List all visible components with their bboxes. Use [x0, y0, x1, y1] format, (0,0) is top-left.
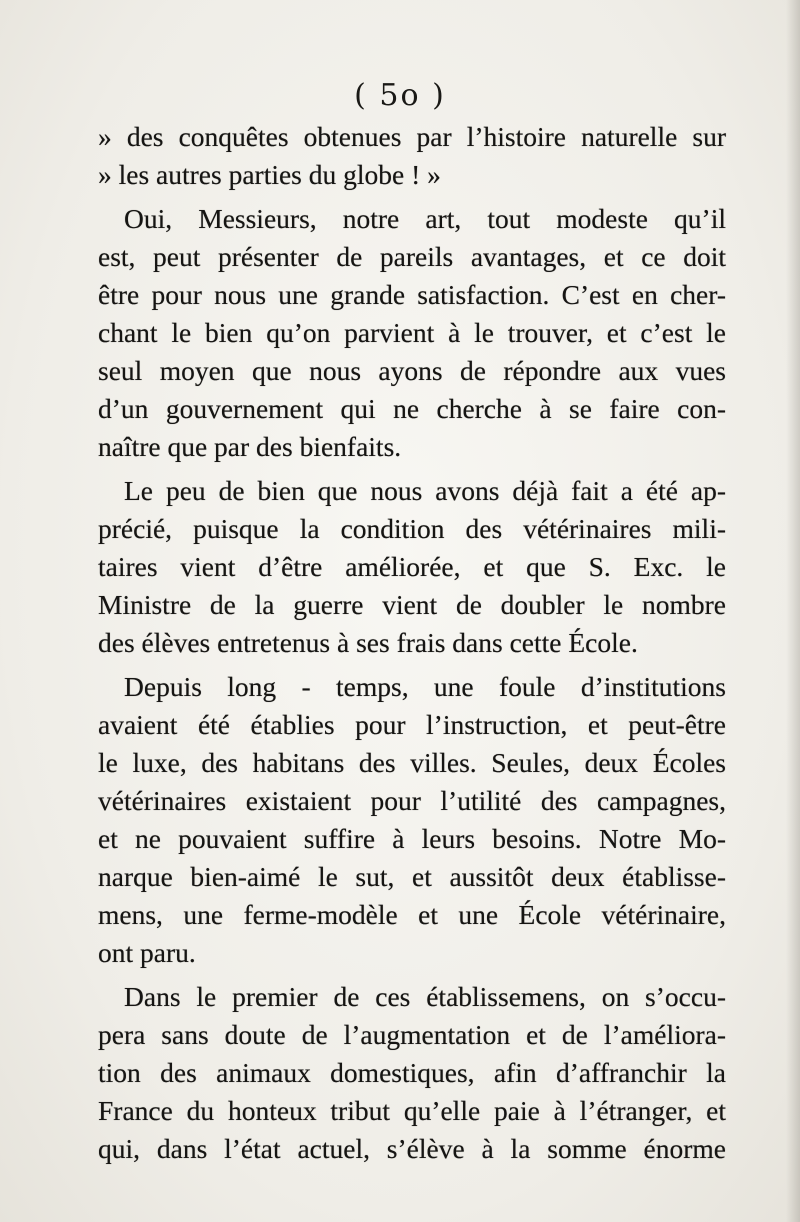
text-line: et ne pouvaient suffire à leurs besoins. Notre Mo-: [98, 823, 726, 854]
text-line: est, peut présenter de pareils avantages, et ce doit: [98, 241, 726, 272]
page-number: ( 5o ): [354, 78, 446, 113]
text-line: avaient été établies pour l’instruction, et peut-être: [98, 709, 726, 740]
text-line: être pour nous une grande satisfaction. C’est en cher-: [98, 279, 726, 310]
text-line: le luxe, des habitans des villes. Seules, deux Écoles: [98, 747, 726, 778]
text-line: pera sans doute de l’augmentation et de l’améliora-: [98, 1019, 726, 1050]
text-line: mens, une ferme-modèle et une École vétérinaire,: [98, 899, 726, 930]
paragraph-5: [98, 978, 726, 1168]
text-line: Ministre de la guerre vient de doubler le nombre: [98, 589, 726, 620]
text-line: France du honteux tribut qu’elle paie à l’étranger, et: [98, 1095, 726, 1126]
text-line: chant le bien qu’on parvient à le trouver, et c’est le: [98, 317, 726, 348]
page-edge-shadow: [786, 0, 800, 1222]
text-line: Depuis long - temps, une foule d’institutions: [124, 671, 726, 702]
text-line: des élèves entretenus à ses frais dans cette École.: [98, 627, 638, 658]
text-line: » les autres parties du globe ! »: [98, 159, 441, 190]
body-text: [98, 118, 726, 1168]
text-line: Oui, Messieurs, notre art, tout modeste qu’il: [124, 203, 726, 234]
text-line: seul moyen que nous ayons de répondre aux vues: [98, 355, 726, 386]
text-line: Dans le premier de ces établissemens, on s’occu-: [124, 981, 726, 1012]
paragraph-4: [98, 668, 726, 972]
text-line: vétérinaires existaient pour l’utilité des campagnes,: [98, 785, 726, 816]
text-line: d’un gouvernement qui ne cherche à se faire con-: [98, 393, 726, 424]
text-line: tion des animaux domestiques, afin d’affranchir la: [98, 1057, 726, 1088]
text-line: naître que par des bienfaits.: [98, 431, 402, 462]
text-line: ont paru.: [98, 937, 196, 968]
text-line: taires vient d’être améliorée, et que S. Exc. le: [98, 551, 726, 582]
paragraph-1: [98, 118, 726, 194]
text-line: » des conquêtes obtenues par l’histoire naturelle sur: [98, 121, 726, 152]
text-line: précié, puisque la condition des vétérinaires mili-: [98, 513, 726, 544]
text-line: qui, dans l’état actuel, s’élève à la somme énorme: [98, 1133, 726, 1164]
paragraph-2: [98, 200, 726, 466]
paragraph-3: [98, 472, 726, 662]
text-line: narque bien-aimé le sut, et aussitôt deux établisse-: [98, 861, 726, 892]
text-line: Le peu de bien que nous avons déjà fait a été ap-: [124, 475, 726, 506]
